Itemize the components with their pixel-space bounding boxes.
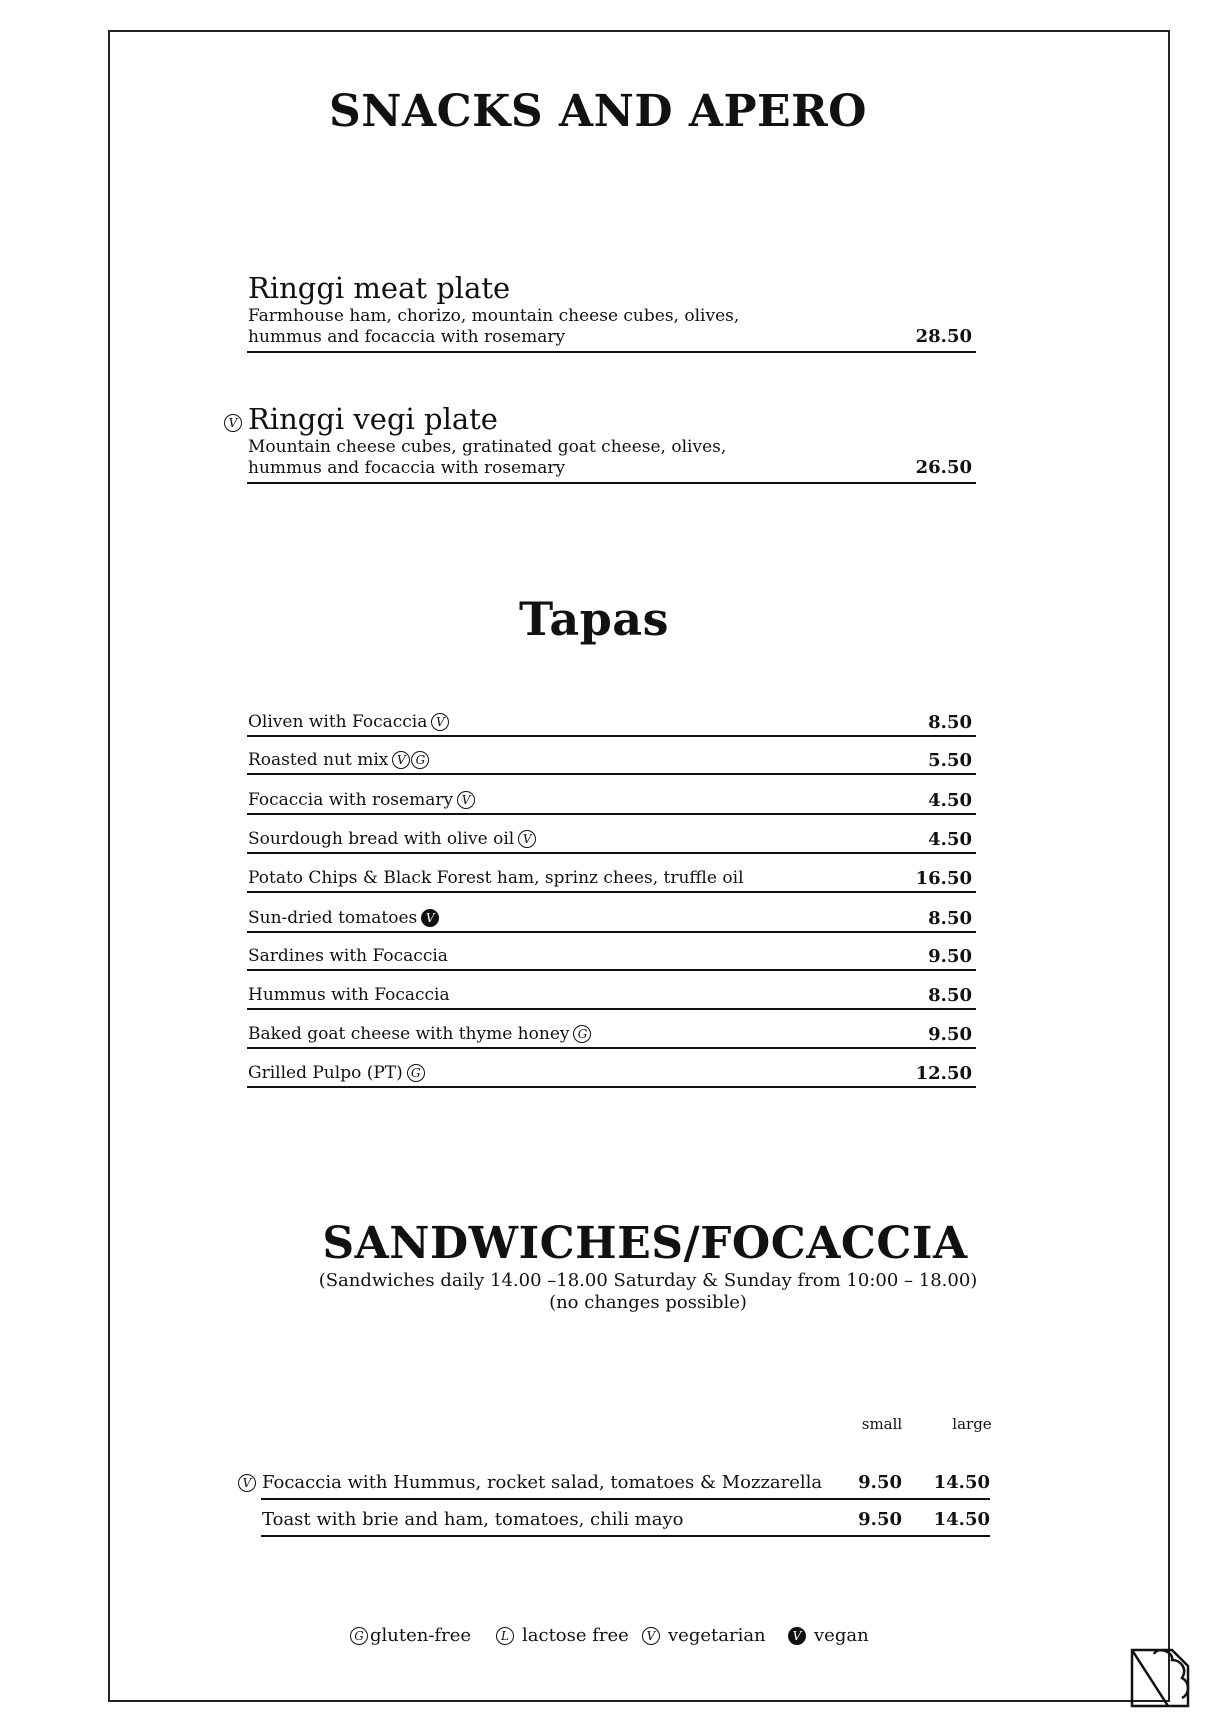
plate-desc-meat-line2: hummus and focaccia with rosemary (248, 327, 566, 347)
tapas-item-name (248, 985, 450, 1005)
legend-gluten-free (350, 1625, 471, 1646)
tapas-item-label: Potato Chips & Black Forest ham, sprinz chees, truffle oil (248, 868, 744, 888)
divider (247, 773, 976, 775)
tapas-item-name (248, 790, 475, 810)
sandwich-price-small: 9.50 (858, 1472, 902, 1493)
plate-name-meat: Ringgi meat plate (248, 271, 511, 305)
divider (247, 351, 976, 353)
tapas-item-price: 12.50 (915, 1063, 972, 1084)
sandwich-price-large: 14.50 (933, 1509, 990, 1530)
folded-corner-logo-icon (1128, 1648, 1192, 1712)
column-header-large: large (952, 1415, 992, 1433)
legend-label: gluten-free (370, 1625, 472, 1646)
tapas-item-label: Sardines with Focaccia (248, 946, 448, 966)
tapas-item-label: Hummus with Focaccia (248, 985, 450, 1005)
tapas-item-price: 8.50 (928, 712, 972, 733)
vegetarian-icon: V (238, 1474, 256, 1492)
divider (247, 1086, 976, 1088)
sandwich-name: Focaccia with Hummus, rocket salad, tomatoes & Mozzarella (262, 1472, 823, 1493)
sandwich-price-large: 14.50 (933, 1472, 990, 1493)
tapas-item-name (248, 829, 536, 849)
vegan-icon: V (421, 909, 439, 927)
tapas-item-label: Sourdough bread with olive oil (248, 829, 515, 849)
gluten-free-icon: G (411, 751, 429, 769)
tapas-item-price: 9.50 (928, 946, 972, 967)
tapas-item-price: 5.50 (928, 750, 972, 771)
divider (247, 813, 976, 815)
tapas-item-name (248, 946, 448, 966)
tapas-item-price: 4.50 (928, 829, 972, 850)
tapas-item-label: Roasted nut mix (248, 750, 389, 770)
tapas-item-name (248, 1024, 591, 1044)
tapas-item-name (248, 712, 449, 732)
tapas-item-price: 16.50 (915, 868, 972, 889)
legend-lactose-free (496, 1625, 629, 1646)
divider (261, 1498, 990, 1500)
plate-desc-meat-line1: Farmhouse ham, chorizo, mountain cheese cubes, olives, (248, 306, 740, 326)
snacks-section-title: SNACKS AND APERO (329, 86, 867, 137)
vegetarian-icon: V (392, 751, 410, 769)
legend-label: lactose free (522, 1625, 629, 1646)
legend-vegan (788, 1625, 869, 1646)
divider (247, 931, 976, 933)
vegetarian-icon: V (431, 713, 449, 731)
tapas-item-price: 4.50 (928, 790, 972, 811)
tapas-item-price: 9.50 (928, 1024, 972, 1045)
sandwich-price-small: 9.50 (858, 1509, 902, 1530)
tapas-item-name (248, 868, 744, 888)
divider (247, 1047, 976, 1049)
legend-vegetarian (642, 1625, 766, 1646)
tapas-item-name (248, 1063, 425, 1083)
vegetarian-icon: V (518, 830, 536, 848)
divider (247, 735, 976, 737)
sandwiches-subtitle-note: (no changes possible) (549, 1292, 747, 1313)
sandwiches-subtitle-hours: (Sandwiches daily 14.00 –18.00 Saturday & Sunday from 10:00 – 18.00) (318, 1270, 978, 1291)
divider (261, 1535, 990, 1537)
sandwich-name: Toast with brie and ham, tomatoes, chili mayo (262, 1509, 684, 1530)
plate-name-vegi: Ringgi vegi plate (248, 402, 498, 436)
legend-label: vegan (814, 1625, 869, 1646)
gluten-free-icon: G (407, 1064, 425, 1082)
column-header-small: small (861, 1415, 903, 1433)
vegan-icon: V (788, 1627, 806, 1645)
vegetarian-icon: V (642, 1627, 660, 1645)
tapas-item-label: Baked goat cheese with thyme honey (248, 1024, 570, 1044)
gluten-free-icon: G (350, 1627, 368, 1645)
divider (247, 852, 976, 854)
tapas-item-price: 8.50 (928, 908, 972, 929)
divider (247, 969, 976, 971)
gluten-free-icon: G (573, 1025, 591, 1043)
plate-price-vegi: 26.50 (915, 457, 972, 478)
tapas-item-label: Sun-dried tomatoes (248, 908, 418, 928)
tapas-item-label: Oliven with Focaccia (248, 712, 428, 732)
plate-desc-vegi-line1: Mountain cheese cubes, gratinated goat cheese, olives, (248, 437, 727, 457)
plate-desc-vegi-line2: hummus and focaccia with rosemary (248, 458, 566, 478)
vegetarian-icon: V (224, 414, 242, 432)
tapas-item-label: Focaccia with rosemary (248, 790, 454, 810)
legend-label: vegetarian (668, 1625, 766, 1646)
divider (247, 1008, 976, 1010)
divider (247, 891, 976, 893)
tapas-item-price: 8.50 (928, 985, 972, 1006)
plate-price-meat: 28.50 (915, 326, 972, 347)
sandwiches-section-title: SANDWICHES/FOCACCIA (322, 1218, 968, 1269)
lactose-free-icon: L (496, 1627, 514, 1645)
tapas-item-name (248, 908, 439, 928)
tapas-item-name (248, 750, 429, 770)
tapas-item-label: Grilled Pulpo (PT) (248, 1063, 403, 1083)
tapas-section-title: Tapas (518, 592, 669, 646)
divider (247, 482, 976, 484)
vegetarian-icon: V (457, 791, 475, 809)
